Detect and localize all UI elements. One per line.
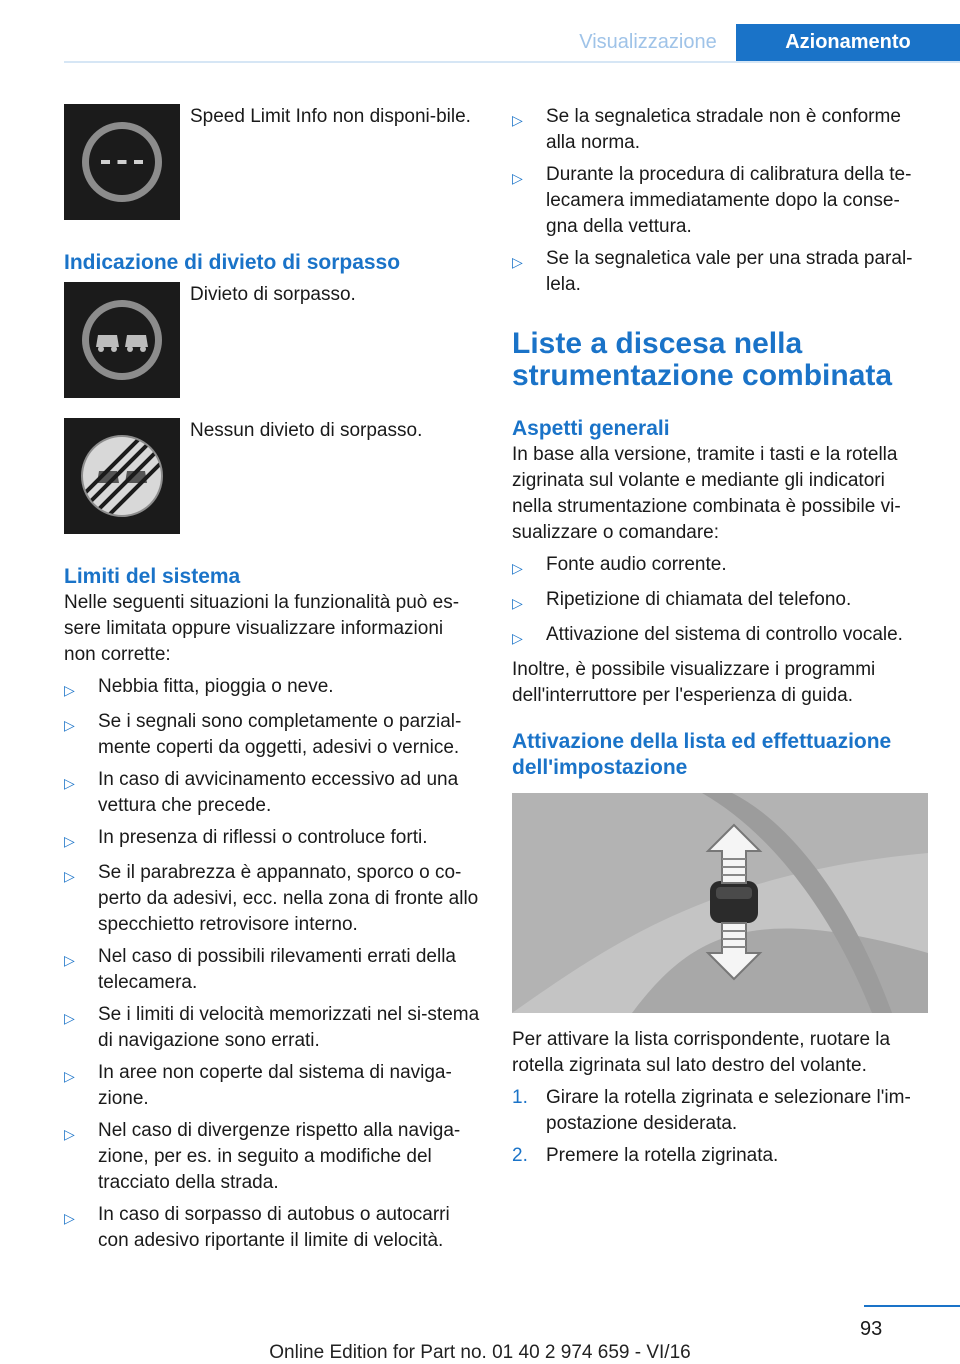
no-overtaking-sign-icon [64, 282, 180, 398]
sign-caption: Divieto di sorpasso. [190, 284, 356, 305]
tab-azionamento[interactable]: Azionamento [736, 24, 960, 61]
list-item [64, 709, 480, 761]
list-item-text: Nel caso di divergenze rispetto alla naviga-zione, per es. in seguito a modifiche del tracciato della strada. [98, 1120, 461, 1193]
list-item [512, 587, 928, 616]
bullet-triangle-icon: ▷ [64, 717, 75, 733]
list-item-text: Nebbia fitta, pioggia o neve. [98, 676, 334, 697]
activation-text: Per attivare la lista corrispondente, ruotare la rotella zigrinata sul lato destro del volante. [512, 1029, 891, 1076]
heading-limits: Limiti del sistema [64, 565, 241, 588]
bullet-triangle-icon: ▷ [512, 254, 523, 270]
limits-bullet-list [64, 674, 480, 1254]
list-item-text: Se il parabrezza è appannato, sporco o co-perto da adesivi, ecc. nella zona di fronte allo specchietto retrovisore interno. [98, 862, 479, 935]
list-item-text: Premere la rotella zigrinata. [546, 1145, 779, 1166]
general-bullet-list [512, 552, 928, 651]
list-item-text: Fonte audio corrente. [546, 554, 727, 575]
list-item [64, 1002, 480, 1054]
list-item [64, 1118, 480, 1196]
list-item-text: Se la segnaletica stradale non è conforme alla norma. [546, 106, 901, 153]
list-item-text: Se la segnaletica vale per una strada paral-lela. [546, 248, 913, 295]
list-item [64, 860, 480, 938]
list-item-text: Attivazione del sistema di controllo vocale. [546, 624, 903, 645]
list-item [64, 767, 480, 819]
heading-main: Liste a discesa nella strumentazione combinata [512, 327, 893, 392]
list-item [512, 246, 928, 298]
step-number: 1. [512, 1087, 528, 1108]
bullet-triangle-icon: ▷ [64, 775, 75, 791]
footer-edition: Online Edition for Part no. 01 40 2 974 659 - VI/16 [269, 1342, 691, 1363]
end-no-overtaking-sign-icon [64, 418, 180, 534]
heading-general: Aspetti generali [512, 417, 670, 440]
list-item [512, 162, 928, 240]
list-item [512, 1143, 928, 1169]
steering-wheel-thumbwheel-icon [512, 793, 928, 1013]
bullet-triangle-icon: ▷ [64, 952, 75, 968]
extra-text: Inoltre, è possibile visualizzare i programmi dell'interruttore per l'esperienza di guida. [512, 659, 876, 706]
list-item [512, 1085, 928, 1137]
list-item [64, 1060, 480, 1112]
bullet-triangle-icon: ▷ [64, 1126, 75, 1142]
step-number: 2. [512, 1145, 528, 1166]
sign-speed-limit-unavailable [64, 104, 480, 220]
bullet-triangle-icon: ▷ [64, 1010, 75, 1026]
list-item-text: Nel caso di possibili rilevamenti errati della telecamera. [98, 946, 456, 993]
header-rule [64, 61, 960, 63]
list-item-text: Girare la rotella zigrinata e selezionare l'im-postazione desiderata. [546, 1087, 911, 1134]
page-number: 93 [860, 1318, 883, 1340]
sign-caption: Nessun divieto di sorpasso. [190, 420, 423, 441]
bullet-triangle-icon: ▷ [512, 630, 523, 646]
bullet-triangle-icon: ▷ [64, 682, 75, 698]
list-item [64, 944, 480, 996]
list-item [512, 622, 928, 651]
list-item-text: In caso di sorpasso di autobus o autocarri con adesivo riportante il limite di velocità. [98, 1204, 450, 1251]
list-item [512, 104, 928, 156]
list-item-text: Ripetizione di chiamata del telefono. [546, 589, 852, 610]
list-item-text: In caso di avvicinamento eccessivo ad una vettura che precede. [98, 769, 459, 816]
bullet-triangle-icon: ▷ [64, 1210, 75, 1226]
heading-overtake: Indicazione di divieto di sorpasso [64, 251, 401, 274]
sign-no-overtaking [64, 282, 480, 398]
list-item-text: Se i limiti di velocità memorizzati nel si-stema di navigazione sono errati. [98, 1004, 480, 1051]
list-item-text: Se i segnali sono completamente o parzial-mente coperti da oggetti, adesivi o vernice. [98, 711, 462, 758]
heading-activation: Attivazione della lista ed effettuazione dell'impostazione [512, 730, 892, 779]
bullet-triangle-icon: ▷ [64, 1068, 75, 1084]
list-item-text: In aree non coperte dal sistema di naviga-zione. [98, 1062, 452, 1109]
list-item [512, 552, 928, 581]
bullet-triangle-icon: ▷ [512, 560, 523, 576]
list-item [64, 825, 480, 854]
bullet-triangle-icon: ▷ [512, 170, 523, 186]
steps-list [512, 1085, 928, 1169]
tab-visualizzazione[interactable]: Visualizzazione [579, 31, 717, 53]
bullet-triangle-icon: ▷ [64, 868, 75, 884]
bullet-triangle-icon: ▷ [64, 833, 75, 849]
speed-limit-unavailable-sign-icon [64, 104, 180, 220]
list-item-text: Durante la procedura di calibratura della te-lecamera immediatamente dopo la conse-gna della vettura. [546, 164, 912, 237]
bullet-triangle-icon: ▷ [512, 595, 523, 611]
bullet-triangle-icon: ▷ [512, 112, 523, 128]
list-item [64, 1202, 480, 1254]
limits-intro: Nelle seguenti situazioni la funzionalità può es-sere limitata oppure visualizzare informazioni non corrette: [64, 592, 460, 665]
right-column [512, 104, 928, 1169]
general-text: In base alla versione, tramite i tasti e la rotella zigrinata sul volante e mediante gli indicatori nella strumentazione combinata è possibile vi-sualizzare o comandare: [512, 444, 901, 543]
limits-bullet-list-cont [512, 104, 928, 298]
footer-rule [864, 1305, 960, 1307]
sign-caption: Speed Limit Info non disponi-bile. [190, 106, 471, 127]
sign-end-no-overtaking [64, 418, 480, 534]
list-item-text: In presenza di riflessi o controluce forti. [98, 827, 428, 848]
list-item [64, 674, 480, 703]
left-column [64, 104, 480, 1254]
